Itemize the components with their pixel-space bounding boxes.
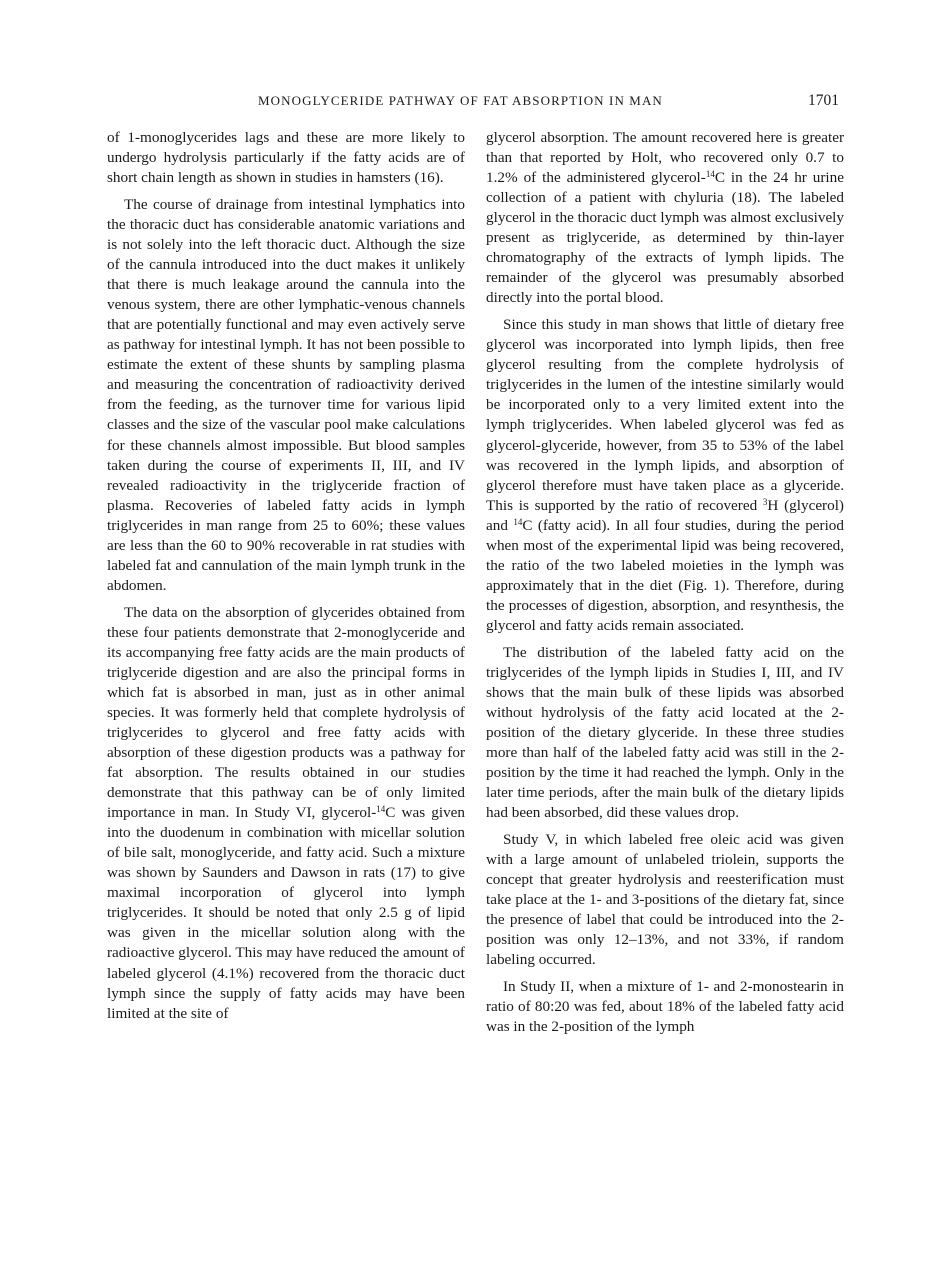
paragraph: In Study II, when a mixture of 1- and 2-monostearin in ratio of 80:20 was fed, about 18% of the labeled fatty acid was in the 2-position of the lymph <box>486 978 844 1036</box>
paragraph-text: C was given into the duodenum in combination with micellar solution of bile salt, monoglyceride, and fatty acid. Such a mixture was shown by Saunders and Dawson in rats (17) to give maximal incorporation of glycerol into lymph triglycerides. It should be noted that only 2.5 g of lipid was given in the micellar solution along with the radioactive glycerol. This may have reduced the amount of labeled glycerol (4.1%) recovered from the thoracic duct lymph since the supply of fatty acids may have been limited at the site of <box>107 804 465 1022</box>
paragraph <box>486 315 844 636</box>
paragraph-text: C in the 24 hr urine collection of a patient with chyluria (18). The labeled glycerol in the thoracic duct lymph was almost exclusively present as triglyceride, as determined by thin-layer chromatography of the extracts of lymph lipids. The remainder of the glycerol was presumably absorbed directly into the portal blood. <box>486 169 844 307</box>
running-title: MONOGLYCERIDE PATHWAY OF FAT ABSORPTION IN MAN <box>258 93 663 108</box>
paragraph <box>107 603 465 1024</box>
paragraph-text: Since this study in man shows that little of dietary free glycerol was incorporated into lymph lipids, then free glycerol resulting from the complete hydrolysis of triglycerides in the lumen of the intestine similarly would be incorporated only to a very limited extent into the lymph triglycerides. When labeled glycerol was fed as glycerol-glyceride, however, from 35 to 53% of the label was recovered in the lymph lipids, and absorption of glycerol therefore must have taken place as a glyceride. This is supported by the ratio of recovered <box>486 316 844 514</box>
isotope-superscript: 14 <box>705 169 715 180</box>
page-number: 1701 <box>808 92 839 109</box>
left-column <box>107 128 465 1030</box>
paragraph-text: H (glycerol) and <box>486 496 844 534</box>
paragraph-text: C (fatty acid). In all four studies, during the period when most of the experimental lipid was being recovered, the ratio of the two labeled moieties in the lymph was approximately that in the diet (Fig. 1). Therefore, during the processes of digestion, absorption, and resynthesis, the glycerol and fatty acids remain associated. <box>486 516 844 634</box>
running-head <box>0 93 936 113</box>
isotope-superscript: 14 <box>513 516 523 527</box>
isotope-superscript: 3 <box>762 496 768 507</box>
paragraph: The distribution of the labeled fatty acid on the triglycerides of the lymph lipids in Studies I, III, and IV shows that the main bulk of these lipids was absorbed without hydrolysis of the fatty acid located at the 2-position of the dietary glyceride. In these three studies more than half of the labeled fatty acid was still in the 2-position by the time it had reached the lymph. Only in the later time periods, after the main bulk of the dietary lipids had been absorbed, did these values drop. <box>486 643 844 822</box>
right-column <box>486 128 844 1044</box>
paragraph: Study V, in which labeled free oleic acid was given with a large amount of unlabeled triolein, supports the concept that greater hydrolysis and reesterification must take place at the 1- and 3-positions of the dietary fat, since the presence of label that could be introduced into the 2-position was only 12–13%, and not 33%, if random labeling occurred. <box>486 830 844 969</box>
paragraph <box>486 128 844 308</box>
paragraph: of 1-monoglycerides lags and these are more likely to undergo hydrolysis particularly if the fatty acids are of short chain length as shown in studies in hamsters (16). <box>107 129 465 187</box>
paragraph-text: glycerol absorption. The amount recovered here is greater than that reported by Holt, who recovered only 0.7 to 1.2% of the administered glycerol- <box>486 129 844 187</box>
paragraph: The course of drainage from intestinal lymphatics into the thoracic duct has considerable anatomic variations and is not solely into the left thoracic duct. Although the size of the cannula introduced into the duct makes it unlikely that there is much leakage around the cannula into the venous system, there are other lymphatic-venous channels that are potentially functional and may even actively serve as pathway for intestinal lymph. It has not been possible to estimate the extent of these shunts by sampling plasma and measuring the concentration of radioactivity derived from the feeding, as the turnover time for various lipid classes and the size of the vascular pool make calculations for these channels almost impossible. But blood samples taken during the course of experiments II, III, and IV revealed radioactivity in the triglyceride fraction of plasma. Recoveries of labeled fatty acids in lymph triglycerides in man range from 25 to 60%; these values are less than the 60 to 90% recoverable in rat studies with labeled fat and cannulation of the main lymph trunk in the abdomen. <box>107 195 465 594</box>
paragraph-text: The data on the absorption of glycerides obtained from these four patients demonstrate that 2-monoglyceride and its accompanying free fatty acids are the main products of triglyceride digestion and are also the principal forms in which fat is absorbed in man, just as in other animal species. It was formerly held that complete hydrolysis of triglycerides to glycerol and free fatty acids with absorption of these digestion products was a pathway for fat absorption. The results obtained in our studies demonstrate that this pathway can be of only limited importance in man. In Study VI, glycerol- <box>107 603 465 822</box>
isotope-superscript: 14 <box>376 804 386 815</box>
